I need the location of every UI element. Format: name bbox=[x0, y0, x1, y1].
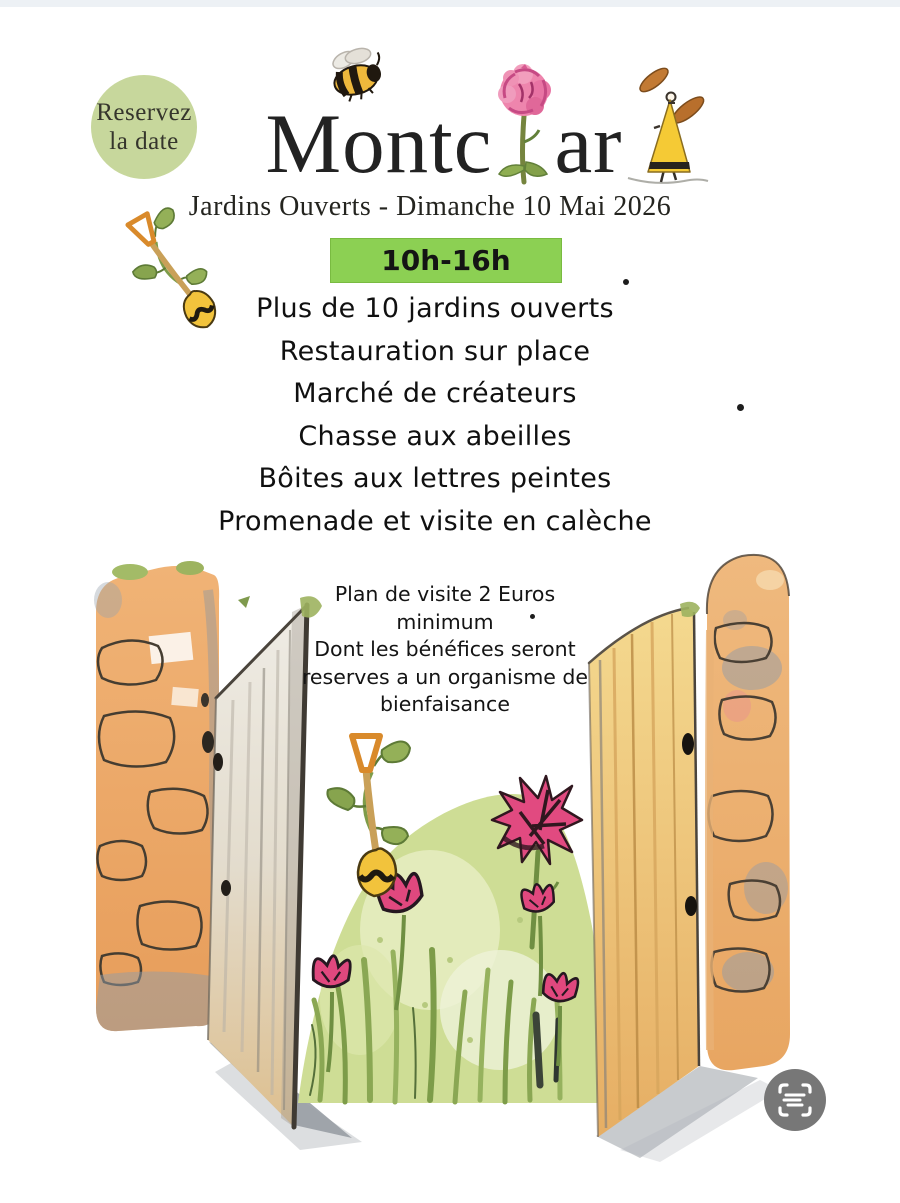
scan-text-button[interactable] bbox=[764, 1069, 826, 1131]
flower-icon bbox=[495, 64, 553, 188]
info-line: Dont les bénéfices seront bbox=[314, 637, 576, 661]
feature-list bbox=[0, 288, 885, 543]
info-line: minimum bbox=[396, 609, 494, 634]
time-range: 10h-16h bbox=[381, 244, 511, 277]
time-range-box bbox=[330, 238, 562, 283]
ink-dot bbox=[623, 279, 629, 285]
ink-dot bbox=[737, 404, 744, 411]
feature-item: Marché de créateurs bbox=[293, 378, 577, 409]
flower-hill bbox=[298, 776, 608, 1103]
ink-dot bbox=[530, 614, 535, 619]
badge-line1: Reservez bbox=[96, 99, 192, 126]
feature-item: Restauration sur place bbox=[279, 335, 591, 367]
feature-item: Promenade et visite en calèche bbox=[218, 505, 652, 537]
garden-figure-icon bbox=[626, 64, 710, 190]
info-text bbox=[0, 581, 895, 719]
info-line: reserves a un organisme de bbox=[301, 664, 589, 689]
bee-icon bbox=[318, 46, 390, 102]
feature-item: Plus de 10 jardins ouverts bbox=[256, 293, 614, 324]
badge-line2: la date bbox=[109, 128, 179, 155]
title-part1: Montc bbox=[265, 96, 493, 191]
title-part2: ar bbox=[554, 96, 623, 191]
info-line: Plan de visite 2 Euros bbox=[334, 582, 556, 606]
info-line: bienfaisance bbox=[380, 692, 510, 716]
poster-title bbox=[38, 50, 900, 191]
poster-subtitle: Jardins Ouverts - Dimanche 10 Mai 2026 bbox=[188, 191, 672, 222]
scan-text-icon bbox=[773, 1078, 817, 1122]
feature-item: Bôites aux lettres peintes bbox=[258, 463, 612, 494]
feature-item: Chasse aux abeilles bbox=[298, 420, 572, 452]
